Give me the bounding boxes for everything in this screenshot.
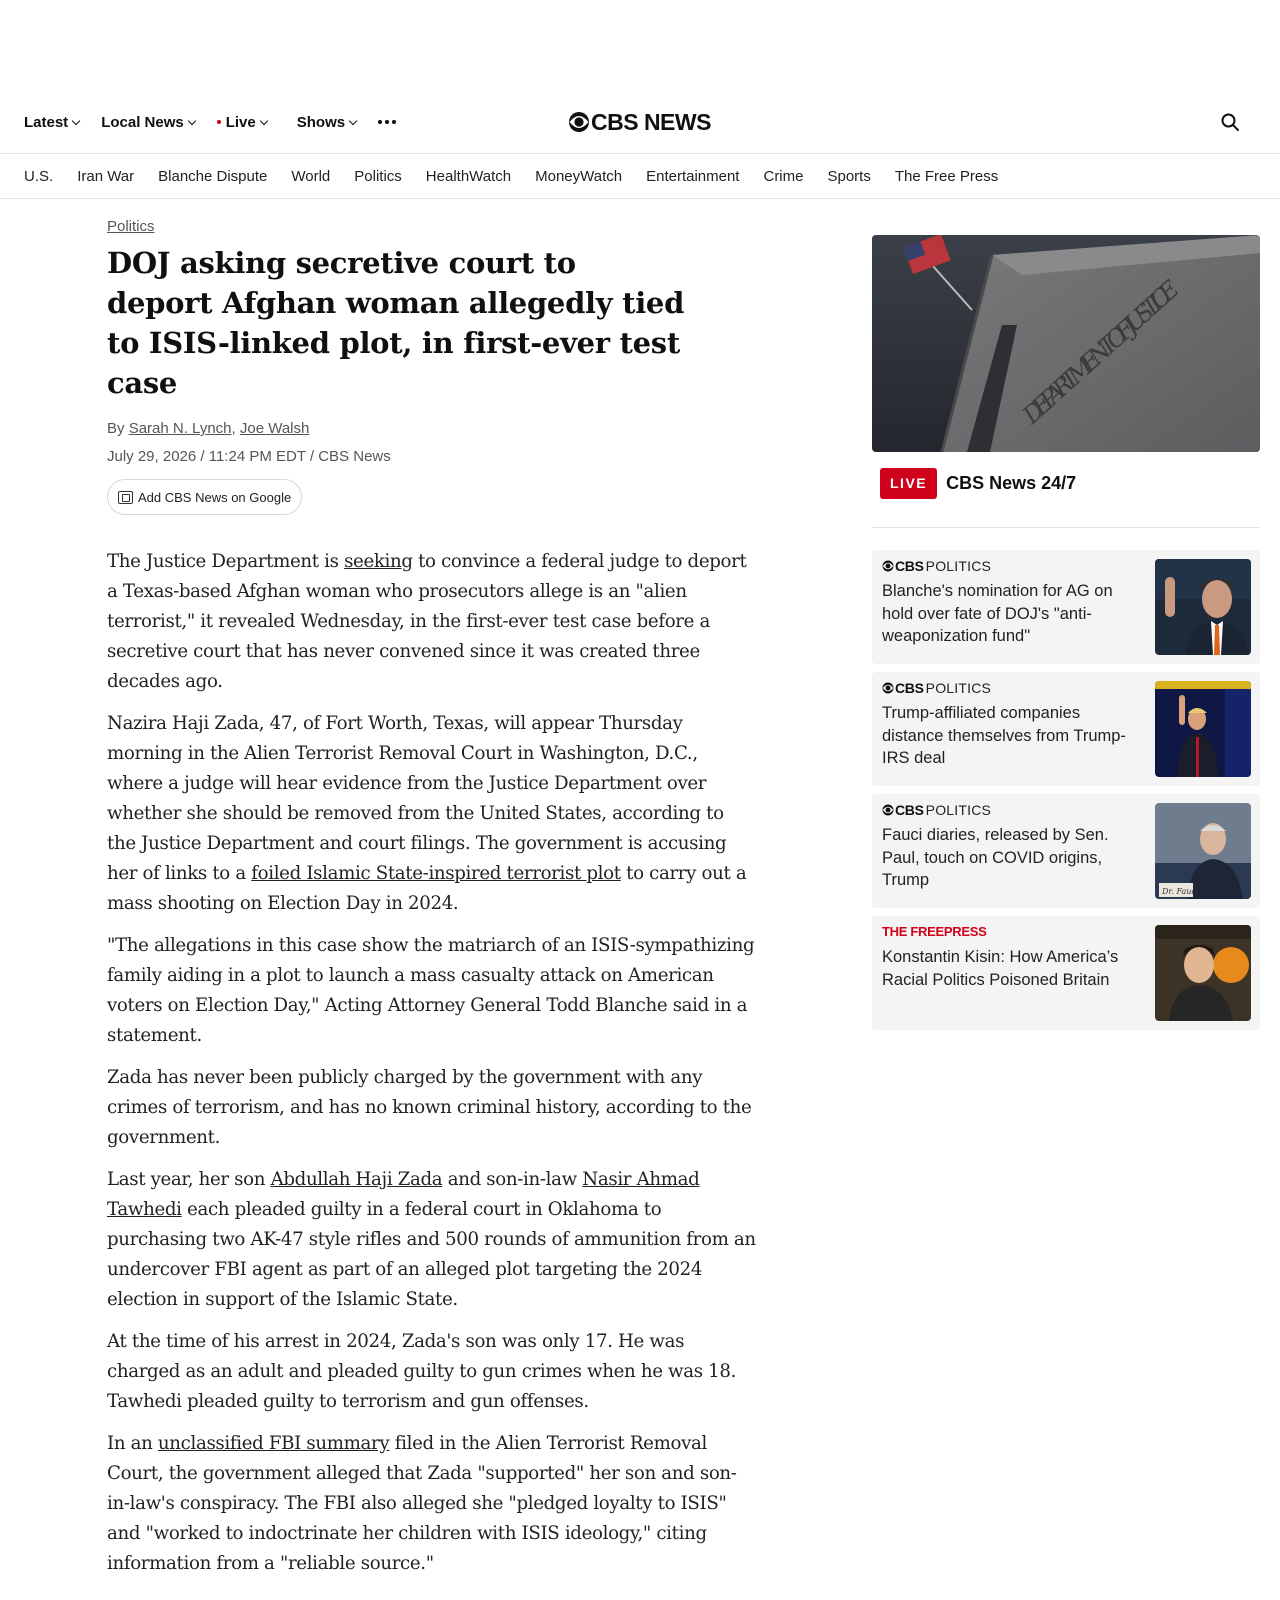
live-badge: LIVE — [880, 468, 937, 499]
nav-latest[interactable] — [24, 114, 79, 131]
text-run: In an — [107, 1433, 158, 1454]
brand-section: POLITICS — [925, 802, 992, 818]
google-preferred-icon — [118, 491, 133, 504]
top-nav — [0, 100, 1280, 144]
card-brand — [882, 558, 991, 574]
text-run: The Justice Department is — [107, 551, 345, 572]
text-run: Nazira Haji Zada, 47, of Fort Worth, Texas, will appear Thursday morning in the Alien Terrorist Removal Court in Washington, D.C., where a judge will hear evidence from the Justice Department over whether she should be removed from the United States, according to the Justice Department and court filings. The government is accusing her of links to a — [107, 713, 727, 884]
text-run: each pleaded guilty in a federal court in Oklahoma to purchasing two AK-47 style rifles and 500 rounds of ammunition from an undercover FBI agent as part of an alleged plot targeting the 2024 election in support of the Islamic State. — [107, 1199, 756, 1310]
nav-live[interactable] — [217, 114, 267, 131]
paragraph: At the time of his arrest in 2024, Zada's son was only 17. He was charged as an adult and pleaded guilty to gun crimes when he was 18. Tawhedi pleaded guilty to terrorism and gun offenses. — [107, 1331, 737, 1412]
add-to-google-button[interactable] — [107, 479, 302, 515]
byline-separator: , — [231, 420, 240, 437]
chevron-down-icon — [349, 116, 357, 124]
section-link-us[interactable]: U.S. — [24, 167, 54, 185]
chevron-down-icon — [187, 116, 195, 124]
inline-link-abdullah[interactable]: Abdullah Haji Zada — [270, 1169, 443, 1190]
article-headline: DOJ asking secretive court to deport Afghan woman allegedly tied to ISIS-linked plot, in first-ever test case — [107, 246, 685, 400]
related-story-card[interactable] — [872, 794, 1260, 908]
brand-name: CBS — [895, 558, 924, 574]
logo-text: CBS NEWS — [591, 108, 711, 135]
search-icon[interactable] — [1220, 112, 1240, 132]
section-link-entertainment[interactable]: Entertainment — [646, 167, 740, 185]
card-thumbnail — [1155, 681, 1251, 777]
byline-prefix: By — [107, 420, 129, 437]
live-stream-row — [872, 468, 1260, 499]
dateline: July 29, 2026 / 11:24 PM EDT / CBS News — [107, 448, 391, 465]
paragraph — [107, 547, 757, 697]
related-stories — [872, 550, 1260, 1030]
inline-link-tawhedi[interactable]: Nasir Ahmad Tawhedi — [107, 1169, 700, 1220]
section-link-crime[interactable]: Crime — [763, 167, 804, 185]
inline-link-foiled-plot[interactable]: foiled Islamic State-inspired terrorist plot — [251, 863, 621, 884]
paragraph — [107, 1165, 757, 1315]
card-brand: THE FREEPRESS — [882, 924, 987, 939]
live-stream-title[interactable]: CBS News 24/7 — [946, 473, 1077, 493]
nav-latest-label: Latest — [24, 113, 69, 131]
paragraph: Zada has never been publicly charged by the government with any crimes of terrorism, and has no known criminal history, according to the government. — [107, 1067, 752, 1148]
nav-shows[interactable] — [297, 114, 356, 131]
live-dot-icon — [217, 120, 221, 124]
card-brand — [882, 680, 991, 696]
card-title: Trump-affiliated companies distance themselves from Trump-IRS deal — [882, 704, 1126, 767]
paragraph — [107, 709, 757, 919]
add-to-google-label: Add CBS News on Google — [138, 489, 292, 505]
card-thumbnail — [1155, 803, 1251, 899]
nav-live-label: Live — [225, 113, 256, 131]
author-link-1[interactable]: Sarah N. Lynch — [128, 420, 232, 437]
card-brand — [882, 802, 991, 818]
live-video-thumbnail[interactable] — [872, 235, 1260, 452]
related-story-card[interactable] — [872, 550, 1260, 664]
text-run: to carry out a mass shooting on Election Day in 2024. — [107, 863, 747, 914]
cbs-eye-icon — [882, 682, 894, 694]
related-story-card[interactable] — [872, 916, 1260, 1030]
article — [107, 218, 757, 1591]
chevron-down-icon — [259, 116, 267, 124]
section-link-world[interactable]: World — [291, 167, 331, 185]
text-run: Last year, her son — [107, 1169, 271, 1190]
nav-local-news[interactable] — [101, 114, 195, 131]
paragraph — [107, 1429, 757, 1579]
cbs-news-logo[interactable] — [568, 108, 711, 136]
doj-building-image — [872, 235, 1260, 452]
article-category[interactable]: Politics — [107, 218, 155, 235]
section-link-politics[interactable]: Politics — [354, 167, 402, 185]
more-icon[interactable] — [378, 120, 396, 124]
inline-link-fbi-summary[interactable]: unclassified FBI summary — [157, 1433, 390, 1454]
primary-nav — [24, 100, 396, 144]
doj-sign-text: DEPARTMENT OF JUSTICE — [1017, 274, 1185, 430]
chevron-down-icon — [72, 116, 80, 124]
cbs-eye-icon — [882, 804, 894, 816]
section-link-healthwatch[interactable]: HealthWatch — [425, 167, 512, 185]
section-link-the-free-press[interactable]: The Free Press — [894, 167, 999, 185]
section-link-iran-war[interactable]: Iran War — [77, 167, 135, 185]
nav-local-news-label: Local News — [101, 113, 184, 131]
card-title: Fauci diaries, released by Sen. Paul, touch on COVID origins, Trump — [882, 826, 1109, 889]
author-link-2[interactable]: Joe Walsh — [239, 420, 310, 437]
inline-link-seeking[interactable]: seeking — [344, 551, 413, 572]
cbs-eye-icon — [568, 111, 590, 133]
article-body — [107, 547, 757, 1579]
byline — [107, 419, 757, 439]
brand-section: POLITICS — [925, 558, 992, 574]
text-run: and son-in-law — [442, 1169, 583, 1190]
cbs-eye-icon — [882, 560, 894, 572]
section-nav — [0, 153, 1280, 199]
paragraph: "The allegations in this case show the matriarch of an ISIS-sympathizing family aiding in a plot to launch a mass casualty attack on American voters on Election Day," Acting Attorney General Todd Blanche said in a statement. — [107, 935, 755, 1046]
card-title: Blanche's nomination for AG on hold over fate of DOJ's "anti-weaponization fund" — [882, 582, 1113, 645]
brand-section: POLITICS — [925, 680, 992, 696]
card-title: Konstantin Kisin: How America’s Racial Politics Poisoned Britain — [882, 948, 1119, 989]
nav-shows-label: Shows — [296, 113, 346, 131]
section-link-sports[interactable]: Sports — [827, 167, 871, 185]
divider — [872, 527, 1260, 528]
brand-name: CBS — [895, 802, 924, 818]
related-story-card[interactable] — [872, 672, 1260, 786]
section-link-moneywatch[interactable]: MoneyWatch — [535, 167, 623, 185]
sidebar — [872, 235, 1260, 1038]
section-link-blanche-dispute[interactable]: Blanche Dispute — [158, 167, 268, 185]
thumb-caption: Dr. Fauci — [1162, 887, 1199, 896]
text-run: filed in the Alien Terrorist Removal Court, the government alleged that Zada "supported" her son and son-in-law's conspiracy. The FBI also alleged she "pledged loyalty to ISIS" and "worked to indoctrinate her children with ISIS ideology," citing information from a "reliable source." — [107, 1433, 737, 1574]
card-thumbnail — [1155, 559, 1251, 655]
card-thumbnail — [1155, 925, 1251, 1021]
text-run: to convince a federal judge to deport a Texas-based Afghan woman who prosecutors allege is an "alien terrorist," it revealed Wednesday, in the first-ever test case before a secretive court that has never convened since it was created three decades ago. — [107, 551, 747, 692]
brand-name: CBS — [895, 680, 924, 696]
